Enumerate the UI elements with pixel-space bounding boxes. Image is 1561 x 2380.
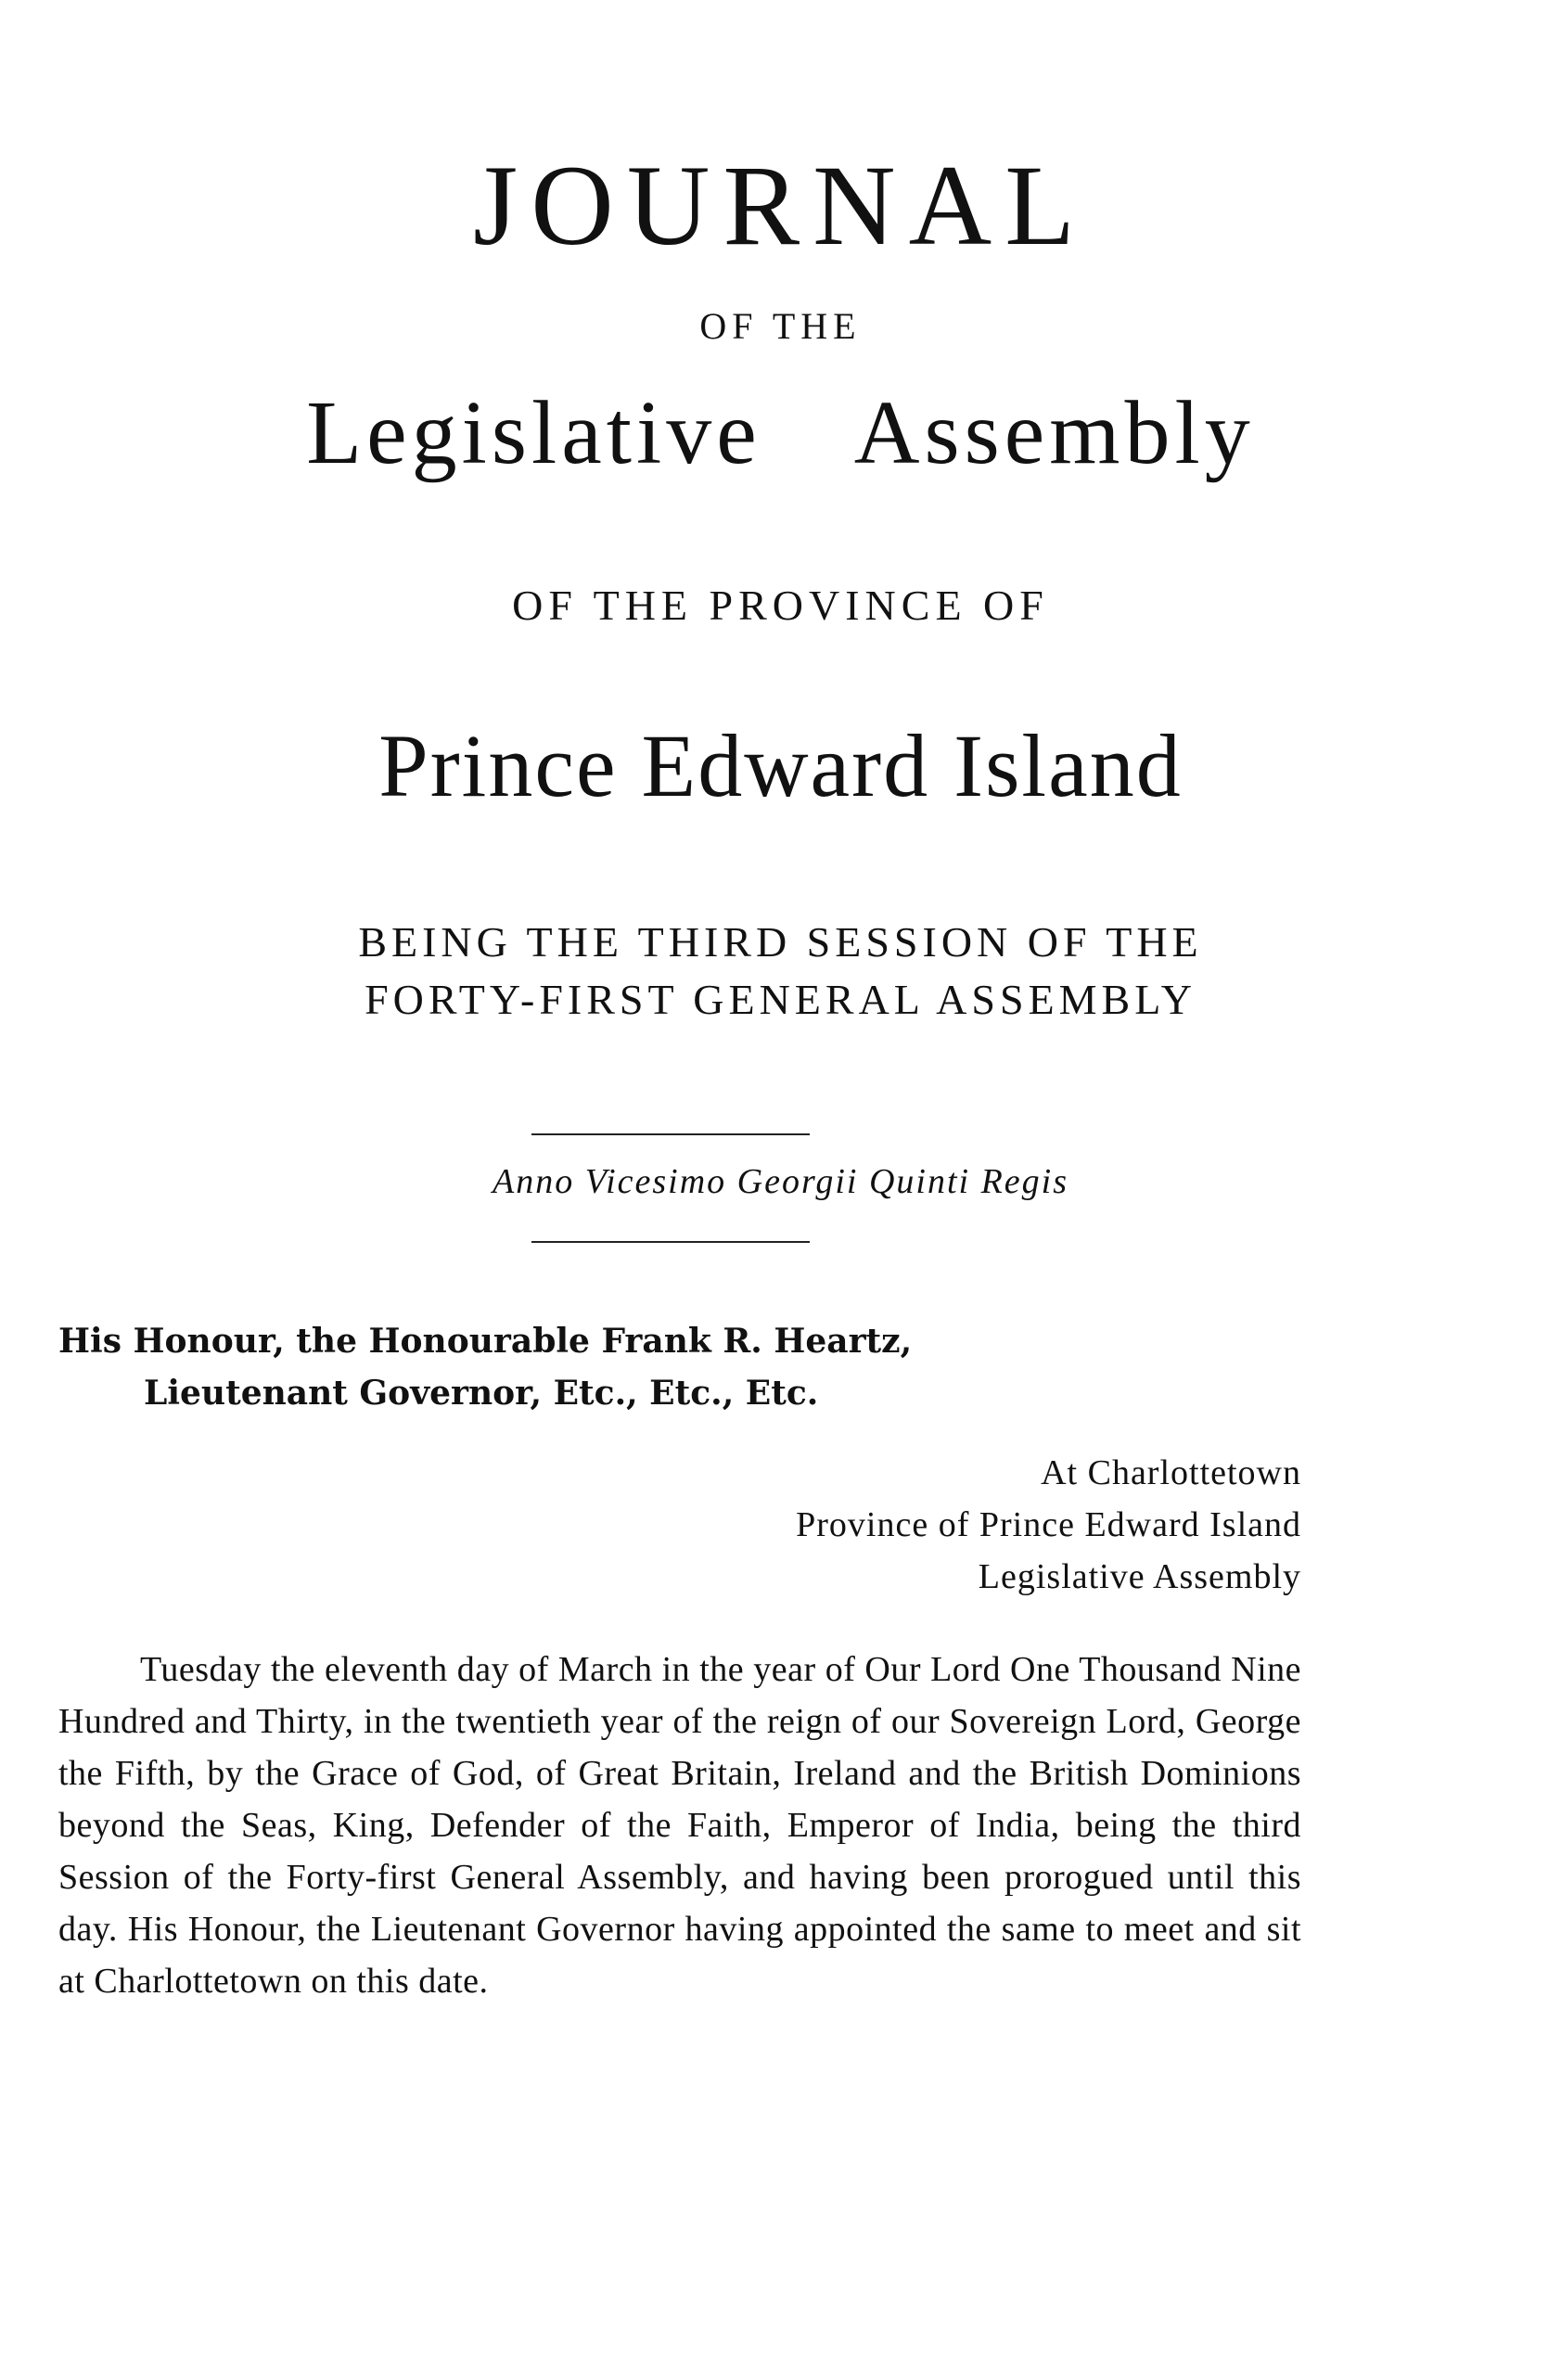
assembly-word: Assembly xyxy=(853,383,1255,483)
session-line-1: BEING THE THIRD SESSION OF THE xyxy=(358,918,1203,966)
place-line-2: Province of Prince Edward Island xyxy=(796,1505,1301,1544)
of-province-subtitle: OF THE PROVINCE OF xyxy=(512,582,1049,629)
place-block xyxy=(796,1447,1301,1603)
honour-line-1: His Honour, the Honourable Frank R. Heartz, xyxy=(58,1322,913,1361)
session-line-2: FORTY-FIRST GENERAL ASSEMBLY xyxy=(365,976,1196,1023)
bottom-divider-rule xyxy=(531,1241,810,1243)
honour-line-2: Lieutenant Governor, Etc., Etc., Etc. xyxy=(144,1374,819,1413)
journal-title: JOURNAL xyxy=(473,142,1088,269)
top-divider-rule xyxy=(531,1133,810,1135)
province-name-heading: Prince Edward Island xyxy=(378,716,1183,815)
anno-regis-line: Anno Vicesimo Georgii Quinti Regis xyxy=(492,1162,1069,1201)
session-description xyxy=(0,914,1561,1029)
of-the-subtitle: OF THE xyxy=(699,305,862,347)
legislative-word: Legislative xyxy=(306,383,761,483)
legislative-assembly-heading xyxy=(0,383,1561,483)
lieutenant-governor-block xyxy=(58,1315,912,1419)
place-line-1: At Charlottetown xyxy=(1041,1453,1301,1492)
body-paragraph: Tuesday the eleventh day of March in the year of Our Lord One Thousand Nine Hundred and Thirty, in the twentieth year of the reign of our Sovereign Lord, George the Fifth, by the Grace of God, of Great Britain, Ireland and the British Dominions beyond the Seas, King, Defender of the Faith, Emperor of India, being the third Session of the Forty-first General Assembly, and having been prorogued until this day. His Honour, the Lieutenant Governor having appointed the same to meet and sit at Charlottetown on this date. xyxy=(58,1650,1301,2001)
place-line-3: Legislative Assembly xyxy=(978,1557,1301,1596)
